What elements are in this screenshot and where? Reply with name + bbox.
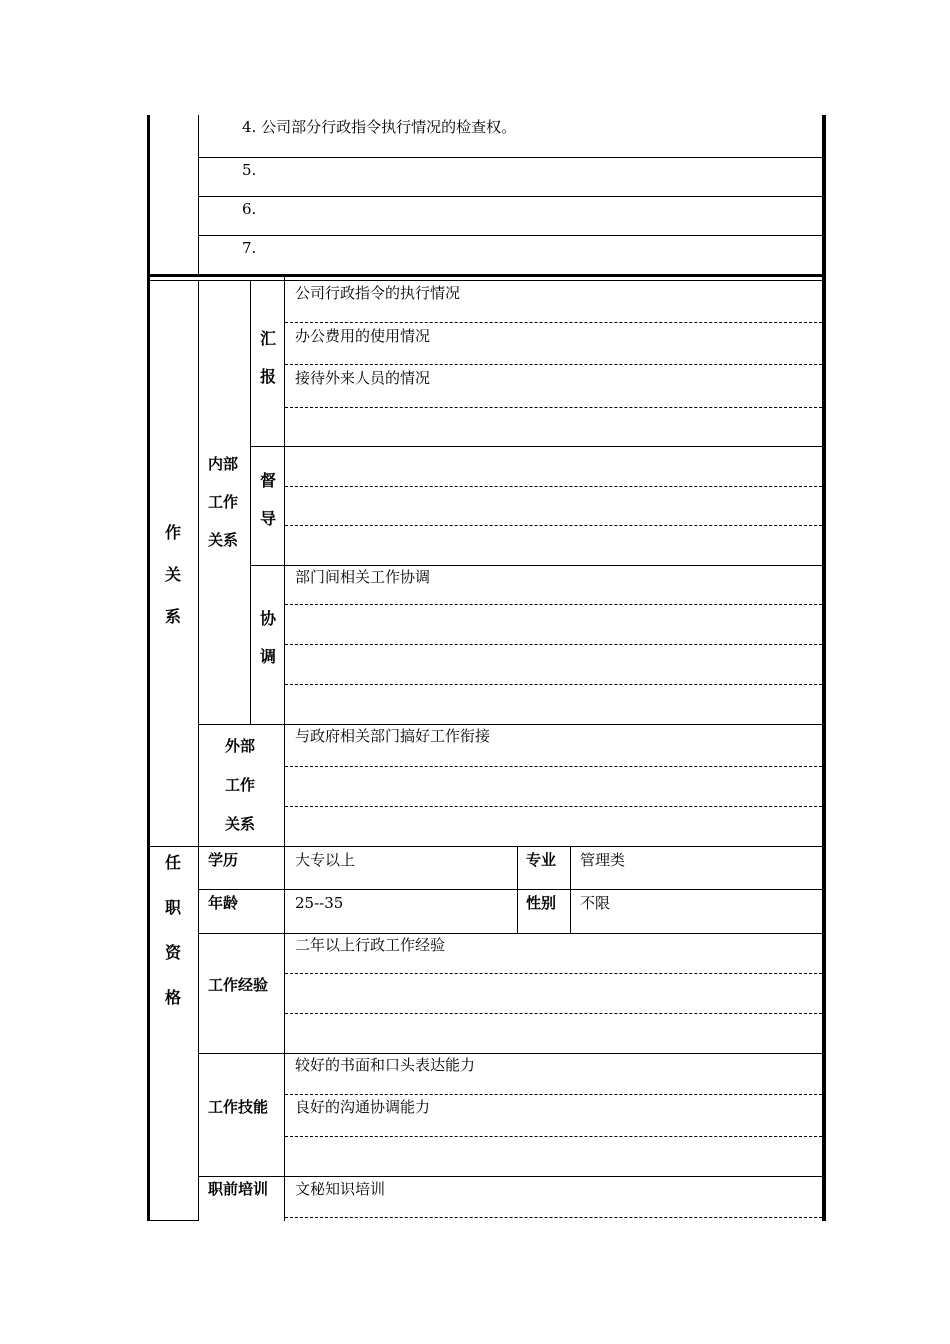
- education-value: 大专以上: [295, 851, 356, 869]
- internal-bottom-line: [198, 724, 823, 725]
- authority-row-line: [198, 196, 823, 197]
- qualifications-section-label: 任 职 资 格: [164, 853, 181, 1007]
- internal-column-line: [250, 280, 251, 724]
- table-bottom-line: [150, 1220, 198, 1221]
- authority-item-4: 4. 公司部分行政指令执行情况的检查权。: [242, 118, 517, 136]
- dashed-line: [285, 1136, 822, 1137]
- age-value: 25--35: [295, 894, 344, 912]
- dashed-line: [285, 604, 822, 605]
- authority-column-line: [198, 115, 199, 275]
- major-label: 专业: [526, 851, 557, 869]
- dashed-line: [285, 322, 822, 323]
- report-item-2: 办公费用的使用情况: [295, 327, 431, 345]
- dashed-line: [285, 806, 822, 807]
- authority-row-line: [198, 235, 823, 236]
- supervise-label: 督 导: [259, 471, 276, 528]
- skills-item-1: 较好的书面和口头表达能力: [295, 1056, 476, 1074]
- major-value: 管理类: [580, 851, 626, 869]
- qual-column-line: [198, 846, 199, 1221]
- dashed-line: [285, 766, 822, 767]
- training-label: 职前培训: [208, 1180, 269, 1198]
- gender-label: 性别: [526, 894, 557, 912]
- external-item-1: 与政府相关部门搞好工作衔接: [295, 727, 491, 745]
- skills-item-2: 良好的沟通协调能力: [295, 1098, 431, 1116]
- authority-item-7: 7.: [242, 239, 257, 257]
- experience-label: 工作经验: [208, 976, 269, 994]
- authority-item-6: 6.: [242, 200, 257, 218]
- external-relations-label: 外部 工作 关系: [225, 737, 256, 833]
- training-item-1: 文秘知识培训: [295, 1180, 386, 1198]
- dashed-line: [285, 684, 822, 685]
- dashed-line: [285, 1013, 822, 1014]
- section-divider-thick: [150, 274, 822, 277]
- experience-item-1: 二年以上行政工作经验: [295, 936, 446, 954]
- dashed-line: [285, 364, 822, 365]
- age-label: 年龄: [208, 894, 239, 912]
- experience-row-bottom: [198, 1053, 823, 1054]
- gender-value: 不限: [580, 894, 611, 912]
- content-column-line: [284, 274, 285, 846]
- skills-row-bottom: [198, 1176, 823, 1177]
- relations-bottom-line: [150, 846, 823, 847]
- dashed-line: [285, 644, 822, 645]
- authority-item-5: 5.: [242, 161, 257, 179]
- report-item-1: 公司行政指令的执行情况: [295, 284, 461, 302]
- relations-section-label: 作 关 系: [164, 523, 181, 626]
- education-row-bottom: [198, 889, 823, 890]
- qual-value-line: [284, 846, 285, 1221]
- coordinate-item-1: 部门间相关工作协调: [295, 568, 431, 586]
- outer-right-border: [822, 115, 826, 1221]
- internal-relations-label: 内部 工作 关系: [208, 455, 239, 549]
- dashed-line: [285, 525, 822, 526]
- age-row-bottom: [198, 933, 823, 934]
- report-label: 汇 报: [259, 329, 276, 386]
- dashed-line: [285, 1217, 822, 1218]
- dashed-line: [285, 486, 822, 487]
- report-item-3: 接待外来人员的情况: [295, 369, 431, 387]
- report-bottom-line: [250, 446, 823, 447]
- skills-label: 工作技能: [208, 1098, 269, 1116]
- dashed-line: [285, 407, 822, 408]
- supervise-bottom-line: [250, 565, 823, 566]
- dashed-line: [285, 973, 822, 974]
- relations-column-line: [198, 280, 199, 846]
- coordinate-label: 协 调: [259, 609, 276, 666]
- authority-row-line: [198, 157, 823, 158]
- education-label: 学历: [208, 851, 239, 869]
- dashed-line: [285, 1094, 822, 1095]
